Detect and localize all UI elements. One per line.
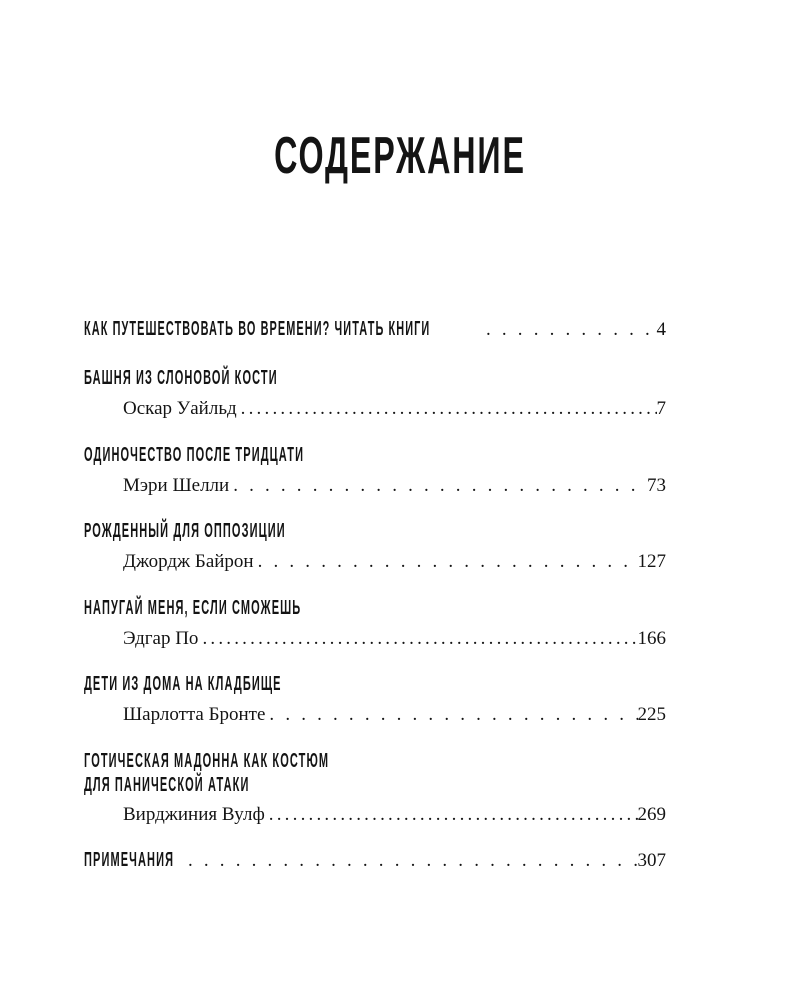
page-number: 4 [656,319,666,340]
toc-author: Вирджиния Вулф [123,804,265,825]
page-number: 307 [637,850,666,871]
toc-heading-continuation[interactable]: ДЛЯ ПАНИЧЕСКОЙ АТАКИ [84,774,250,796]
toc-author: Эдгар По [123,628,199,649]
toc-entry[interactable] [123,627,666,651]
toc-entry[interactable] [84,849,666,873]
dot-leader [237,397,657,421]
page-number: 166 [637,628,666,649]
page-title: СОДЕРЖАНИЕ [274,127,526,185]
toc-entry[interactable] [123,474,666,498]
toc-heading[interactable]: ГОТИЧЕСКАЯ МАДОННА КАК КОСТЮМ [84,750,330,772]
page-number: 269 [637,804,666,825]
toc-entry[interactable] [84,318,666,342]
toc-author: Мэри Шелли [123,475,230,496]
toc-heading[interactable]: РОЖДЕННЫЙ ДЛЯ ОППОЗИЦИИ [84,520,286,542]
toc-entry[interactable] [123,397,666,421]
toc-author: Шарлотта Бронте [123,704,266,725]
dot-leader [482,318,657,342]
toc-heading: ПРИМЕЧАНИЯ [84,849,175,871]
dot-leader [184,849,638,873]
toc-entry[interactable] [123,703,666,727]
toc-author: Джордж Байрон [123,551,254,572]
toc-author: Оскар Уайльд [123,398,237,419]
dot-leader [254,550,638,574]
toc-entry[interactable] [123,550,666,574]
toc-entry[interactable] [123,803,666,827]
dot-leader [229,474,647,498]
page-number: 73 [647,475,666,496]
table-of-contents [84,0,666,1000]
toc-heading[interactable]: ДЕТИ ИЗ ДОМА НА КЛАДБИЩЕ [84,673,282,695]
toc-heading[interactable]: БАШНЯ ИЗ СЛОНОВОЙ КОСТИ [84,367,278,389]
page-number: 225 [637,704,666,725]
dot-leader [265,803,638,827]
dot-leader [198,627,637,651]
toc-heading[interactable]: НАПУГАЙ МЕНЯ, ЕСЛИ СМОЖЕШЬ [84,597,302,619]
toc-heading: КАК ПУТЕШЕСТВОВАТЬ ВО ВРЕМЕНИ? ЧИТАТЬ КНИГИ [84,318,431,340]
toc-heading[interactable]: ОДИНОЧЕСТВО ПОСЛЕ ТРИДЦАТИ [84,444,305,466]
dot-leader [265,703,637,727]
page-number: 127 [637,551,666,572]
page-number: 7 [656,398,666,419]
